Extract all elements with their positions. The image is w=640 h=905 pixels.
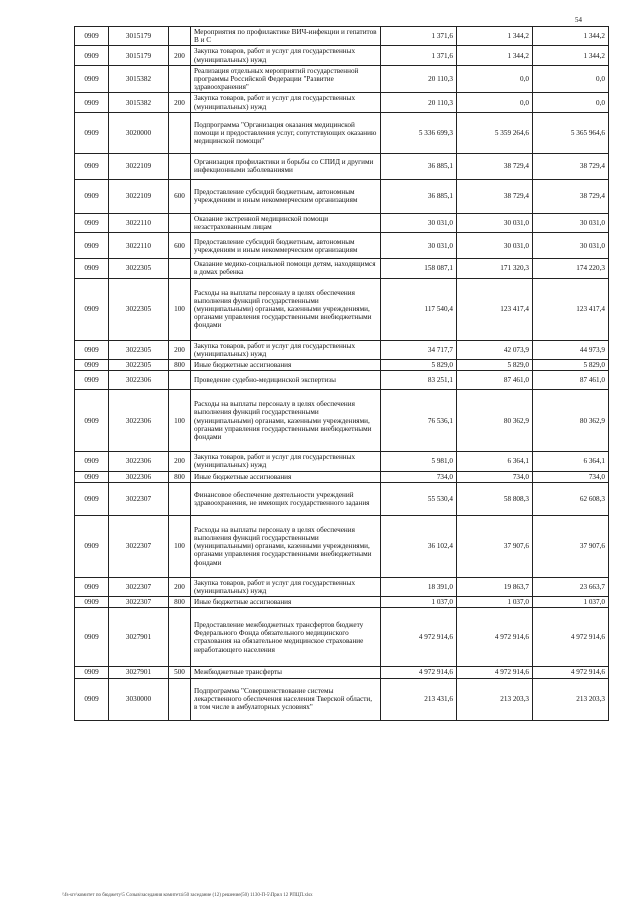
table-row bbox=[75, 577, 609, 596]
table-row bbox=[75, 678, 609, 720]
expense-type-cell: 200 bbox=[169, 452, 191, 471]
table-row bbox=[75, 259, 609, 278]
amount-year-3-cell: 174 220,3 bbox=[533, 259, 609, 278]
item-name-cell: Расходы на выплаты персоналу в целях обеспечения выполнения функций государственными (муниципальными) органами, казенными учреждениями, органами управления государственными внебюджетными фондами bbox=[191, 390, 381, 452]
amount-year-2-cell: 5 359 264,6 bbox=[457, 112, 533, 153]
expense-type-cell: 100 bbox=[169, 515, 191, 577]
table-row bbox=[75, 471, 609, 482]
section-cell: 0909 bbox=[75, 482, 109, 515]
section-cell: 0909 bbox=[75, 577, 109, 596]
article-cell: 3015382 bbox=[109, 93, 169, 112]
article-cell: 3020000 bbox=[109, 112, 169, 153]
section-cell: 0909 bbox=[75, 360, 109, 371]
section-cell: 0909 bbox=[75, 93, 109, 112]
expense-type-cell bbox=[169, 608, 191, 667]
item-name-cell: Реализация отдельных мероприятий государственной программы Российской Федерации "Развитие здравоохранения" bbox=[191, 65, 381, 93]
section-cell: 0909 bbox=[75, 46, 109, 65]
amount-year-1-cell: 5 981,0 bbox=[381, 452, 457, 471]
expense-type-cell: 800 bbox=[169, 360, 191, 371]
expense-type-cell bbox=[169, 112, 191, 153]
amount-year-1-cell: 734,0 bbox=[381, 471, 457, 482]
page-number: 54 bbox=[575, 16, 582, 24]
amount-year-3-cell: 4 972 914,6 bbox=[533, 608, 609, 667]
amount-year-2-cell: 30 031,0 bbox=[457, 233, 533, 259]
amount-year-3-cell: 62 608,3 bbox=[533, 482, 609, 515]
section-cell: 0909 bbox=[75, 340, 109, 359]
amount-year-1-cell: 213 431,6 bbox=[381, 678, 457, 720]
amount-year-1-cell: 34 717,7 bbox=[381, 340, 457, 359]
article-cell: 3022307 bbox=[109, 597, 169, 608]
item-name-cell: Подпрограмма "Организация оказания медицинской помощи и предоставления услуг, сопутствующих оказанию медицинской помощи" bbox=[191, 112, 381, 153]
amount-year-3-cell: 37 907,6 bbox=[533, 515, 609, 577]
section-cell: 0909 bbox=[75, 213, 109, 232]
article-cell: 3022305 bbox=[109, 340, 169, 359]
amount-year-3-cell: 0,0 bbox=[533, 65, 609, 93]
article-cell: 3015179 bbox=[109, 27, 169, 46]
expense-type-cell: 200 bbox=[169, 577, 191, 596]
expense-type-cell bbox=[169, 482, 191, 515]
item-name-cell: Расходы на выплаты персоналу в целях обеспечения выполнения функций государственными (муниципальными) органами, казенными учреждениями, органами управления государственными внебюджетными фондами bbox=[191, 278, 381, 340]
table-body bbox=[75, 27, 609, 721]
item-name-cell: Иные бюджетные ассигнования bbox=[191, 597, 381, 608]
article-cell: 3022307 bbox=[109, 482, 169, 515]
article-cell: 3022305 bbox=[109, 278, 169, 340]
amount-year-3-cell: 30 031,0 bbox=[533, 213, 609, 232]
expense-type-cell bbox=[169, 65, 191, 93]
amount-year-3-cell: 38 729,4 bbox=[533, 153, 609, 179]
amount-year-1-cell: 1 371,6 bbox=[381, 27, 457, 46]
amount-year-2-cell: 4 972 914,6 bbox=[457, 608, 533, 667]
budget-table bbox=[74, 26, 609, 721]
expense-type-cell bbox=[169, 213, 191, 232]
table-row bbox=[75, 515, 609, 577]
expense-type-cell: 500 bbox=[169, 667, 191, 678]
amount-year-1-cell: 30 031,0 bbox=[381, 233, 457, 259]
item-name-cell: Закупка товаров, работ и услуг для государственных (муниципальных) нужд bbox=[191, 340, 381, 359]
article-cell: 3022110 bbox=[109, 213, 169, 232]
amount-year-3-cell: 1 344,2 bbox=[533, 27, 609, 46]
expense-type-cell bbox=[169, 259, 191, 278]
amount-year-1-cell: 36 885,1 bbox=[381, 179, 457, 213]
table-row bbox=[75, 93, 609, 112]
amount-year-2-cell: 37 907,6 bbox=[457, 515, 533, 577]
section-cell: 0909 bbox=[75, 371, 109, 390]
amount-year-1-cell: 55 530,4 bbox=[381, 482, 457, 515]
item-name-cell: Проведение судебно-медицинской экспертизы bbox=[191, 371, 381, 390]
amount-year-1-cell: 18 391,0 bbox=[381, 577, 457, 596]
article-cell: 3027901 bbox=[109, 608, 169, 667]
section-cell: 0909 bbox=[75, 608, 109, 667]
item-name-cell: Предоставление субсидий бюджетным, автономным учреждениям и иным некоммерческим организациям bbox=[191, 179, 381, 213]
amount-year-1-cell: 83 251,1 bbox=[381, 371, 457, 390]
amount-year-2-cell: 0,0 bbox=[457, 93, 533, 112]
article-cell: 3022110 bbox=[109, 233, 169, 259]
amount-year-2-cell: 1 037,0 bbox=[457, 597, 533, 608]
amount-year-3-cell: 44 973,9 bbox=[533, 340, 609, 359]
section-cell: 0909 bbox=[75, 678, 109, 720]
section-cell: 0909 bbox=[75, 65, 109, 93]
article-cell: 3022306 bbox=[109, 471, 169, 482]
article-cell: 3022306 bbox=[109, 371, 169, 390]
amount-year-1-cell: 20 110,3 bbox=[381, 65, 457, 93]
article-cell: 3030000 bbox=[109, 678, 169, 720]
amount-year-2-cell: 123 417,4 bbox=[457, 278, 533, 340]
item-name-cell: Мероприятия по профилактике ВИЧ-инфекции и гепатитов В и С bbox=[191, 27, 381, 46]
expense-type-cell: 600 bbox=[169, 179, 191, 213]
amount-year-2-cell: 213 203,3 bbox=[457, 678, 533, 720]
amount-year-2-cell: 80 362,9 bbox=[457, 390, 533, 452]
amount-year-1-cell: 4 972 914,6 bbox=[381, 667, 457, 678]
section-cell: 0909 bbox=[75, 452, 109, 471]
amount-year-1-cell: 76 536,1 bbox=[381, 390, 457, 452]
article-cell: 3015382 bbox=[109, 65, 169, 93]
article-cell: 3015179 bbox=[109, 46, 169, 65]
item-name-cell: Предоставление субсидий бюджетным, автономным учреждениям и иным некоммерческим организациям bbox=[191, 233, 381, 259]
amount-year-3-cell: 38 729,4 bbox=[533, 179, 609, 213]
amount-year-2-cell: 38 729,4 bbox=[457, 179, 533, 213]
amount-year-1-cell: 5 829,0 bbox=[381, 360, 457, 371]
amount-year-1-cell: 20 110,3 bbox=[381, 93, 457, 112]
amount-year-2-cell: 87 461,0 bbox=[457, 371, 533, 390]
expense-type-cell: 200 bbox=[169, 46, 191, 65]
amount-year-1-cell: 36 102,4 bbox=[381, 515, 457, 577]
expense-type-cell: 200 bbox=[169, 93, 191, 112]
amount-year-2-cell: 58 808,3 bbox=[457, 482, 533, 515]
article-cell: 3022307 bbox=[109, 515, 169, 577]
table-row bbox=[75, 667, 609, 678]
table-row bbox=[75, 597, 609, 608]
expense-type-cell: 800 bbox=[169, 471, 191, 482]
item-name-cell: Закупка товаров, работ и услуг для государственных (муниципальных) нужд bbox=[191, 93, 381, 112]
item-name-cell: Закупка товаров, работ и услуг для государственных (муниципальных) нужд bbox=[191, 577, 381, 596]
table-row bbox=[75, 371, 609, 390]
table-row bbox=[75, 452, 609, 471]
article-cell: 3022307 bbox=[109, 577, 169, 596]
section-cell: 0909 bbox=[75, 471, 109, 482]
table-row bbox=[75, 360, 609, 371]
amount-year-2-cell: 42 073,9 bbox=[457, 340, 533, 359]
amount-year-3-cell: 1 344,2 bbox=[533, 46, 609, 65]
table-row bbox=[75, 213, 609, 232]
item-name-cell: Иные бюджетные ассигнования bbox=[191, 471, 381, 482]
amount-year-2-cell: 1 344,2 bbox=[457, 46, 533, 65]
amount-year-2-cell: 38 729,4 bbox=[457, 153, 533, 179]
section-cell: 0909 bbox=[75, 597, 109, 608]
expense-type-cell: 100 bbox=[169, 278, 191, 340]
item-name-cell: Финансовое обеспечение деятельности учреждений здравоохранения, не имеющих государственного задания bbox=[191, 482, 381, 515]
amount-year-1-cell: 30 031,0 bbox=[381, 213, 457, 232]
section-cell: 0909 bbox=[75, 515, 109, 577]
table-row bbox=[75, 179, 609, 213]
item-name-cell: Оказание экстренной медицинской помощи незастрахованным лицам bbox=[191, 213, 381, 232]
amount-year-3-cell: 80 362,9 bbox=[533, 390, 609, 452]
article-cell: 3022306 bbox=[109, 390, 169, 452]
table-row bbox=[75, 278, 609, 340]
amount-year-3-cell: 5 365 964,6 bbox=[533, 112, 609, 153]
amount-year-3-cell: 123 417,4 bbox=[533, 278, 609, 340]
section-cell: 0909 bbox=[75, 278, 109, 340]
amount-year-1-cell: 158 087,1 bbox=[381, 259, 457, 278]
amount-year-2-cell: 19 863,7 bbox=[457, 577, 533, 596]
amount-year-2-cell: 734,0 bbox=[457, 471, 533, 482]
article-cell: 3022109 bbox=[109, 179, 169, 213]
table-row bbox=[75, 65, 609, 93]
file-path-footer: \\fs-srv\комитет по бюджету\5 Созыв\заседания комитета\50 заседание (12) решение(50) 1130-П-5\Прил 12 РПЦП.xlsx bbox=[62, 893, 313, 898]
table-row bbox=[75, 27, 609, 46]
item-name-cell: Подпрограмма "Совершенствование системы лекарственного обеспечения населения Тверской области, в том числе в амбулаторных условиях" bbox=[191, 678, 381, 720]
item-name-cell: Предоставление межбюджетных трансфертов бюджету Федерального Фонда обязательного медицинского страхования на обязательное медицинское страхование неработающего населения bbox=[191, 608, 381, 667]
section-cell: 0909 bbox=[75, 27, 109, 46]
expense-type-cell: 600 bbox=[169, 233, 191, 259]
amount-year-3-cell: 213 203,3 bbox=[533, 678, 609, 720]
table-row bbox=[75, 340, 609, 359]
amount-year-2-cell: 1 344,2 bbox=[457, 27, 533, 46]
table-row bbox=[75, 390, 609, 452]
item-name-cell: Иные бюджетные ассигнования bbox=[191, 360, 381, 371]
article-cell: 3022109 bbox=[109, 153, 169, 179]
amount-year-2-cell: 30 031,0 bbox=[457, 213, 533, 232]
amount-year-1-cell: 4 972 914,6 bbox=[381, 608, 457, 667]
table-row bbox=[75, 46, 609, 65]
table-row bbox=[75, 482, 609, 515]
item-name-cell: Расходы на выплаты персоналу в целях обеспечения выполнения функций государственными (муниципальными) органами, казенными учреждениями, органами управления государственными внебюджетными фондами bbox=[191, 515, 381, 577]
section-cell: 0909 bbox=[75, 179, 109, 213]
item-name-cell: Закупка товаров, работ и услуг для государственных (муниципальных) нужд bbox=[191, 452, 381, 471]
amount-year-2-cell: 6 364,1 bbox=[457, 452, 533, 471]
section-cell: 0909 bbox=[75, 259, 109, 278]
expense-type-cell: 800 bbox=[169, 597, 191, 608]
item-name-cell: Оказание медико-социальной помощи детям, находящимся в домах ребенка bbox=[191, 259, 381, 278]
expense-type-cell bbox=[169, 153, 191, 179]
amount-year-3-cell: 30 031,0 bbox=[533, 233, 609, 259]
amount-year-2-cell: 4 972 914,6 bbox=[457, 667, 533, 678]
item-name-cell: Закупка товаров, работ и услуг для государственных (муниципальных) нужд bbox=[191, 46, 381, 65]
expense-type-cell: 200 bbox=[169, 340, 191, 359]
expense-type-cell bbox=[169, 371, 191, 390]
article-cell: 3022305 bbox=[109, 360, 169, 371]
item-name-cell: Межбюджетные трансферты bbox=[191, 667, 381, 678]
expense-type-cell bbox=[169, 27, 191, 46]
amount-year-1-cell: 1 037,0 bbox=[381, 597, 457, 608]
amount-year-3-cell: 5 829,0 bbox=[533, 360, 609, 371]
amount-year-3-cell: 87 461,0 bbox=[533, 371, 609, 390]
section-cell: 0909 bbox=[75, 667, 109, 678]
amount-year-3-cell: 4 972 914,6 bbox=[533, 667, 609, 678]
amount-year-2-cell: 171 320,3 bbox=[457, 259, 533, 278]
amount-year-3-cell: 23 663,7 bbox=[533, 577, 609, 596]
table-row bbox=[75, 608, 609, 667]
amount-year-3-cell: 1 037,0 bbox=[533, 597, 609, 608]
amount-year-2-cell: 5 829,0 bbox=[457, 360, 533, 371]
section-cell: 0909 bbox=[75, 153, 109, 179]
amount-year-2-cell: 0,0 bbox=[457, 65, 533, 93]
amount-year-1-cell: 5 336 699,3 bbox=[381, 112, 457, 153]
section-cell: 0909 bbox=[75, 390, 109, 452]
amount-year-1-cell: 117 540,4 bbox=[381, 278, 457, 340]
amount-year-1-cell: 36 885,1 bbox=[381, 153, 457, 179]
table-row bbox=[75, 153, 609, 179]
amount-year-3-cell: 0,0 bbox=[533, 93, 609, 112]
article-cell: 3022306 bbox=[109, 452, 169, 471]
item-name-cell: Организация профилактики и борьбы со СПИД и другими инфекционными заболеваниями bbox=[191, 153, 381, 179]
expense-type-cell bbox=[169, 678, 191, 720]
table-row bbox=[75, 233, 609, 259]
amount-year-3-cell: 6 364,1 bbox=[533, 452, 609, 471]
table-row bbox=[75, 112, 609, 153]
article-cell: 3022305 bbox=[109, 259, 169, 278]
section-cell: 0909 bbox=[75, 233, 109, 259]
expense-type-cell: 100 bbox=[169, 390, 191, 452]
article-cell: 3027901 bbox=[109, 667, 169, 678]
section-cell: 0909 bbox=[75, 112, 109, 153]
amount-year-1-cell: 1 371,6 bbox=[381, 46, 457, 65]
amount-year-3-cell: 734,0 bbox=[533, 471, 609, 482]
